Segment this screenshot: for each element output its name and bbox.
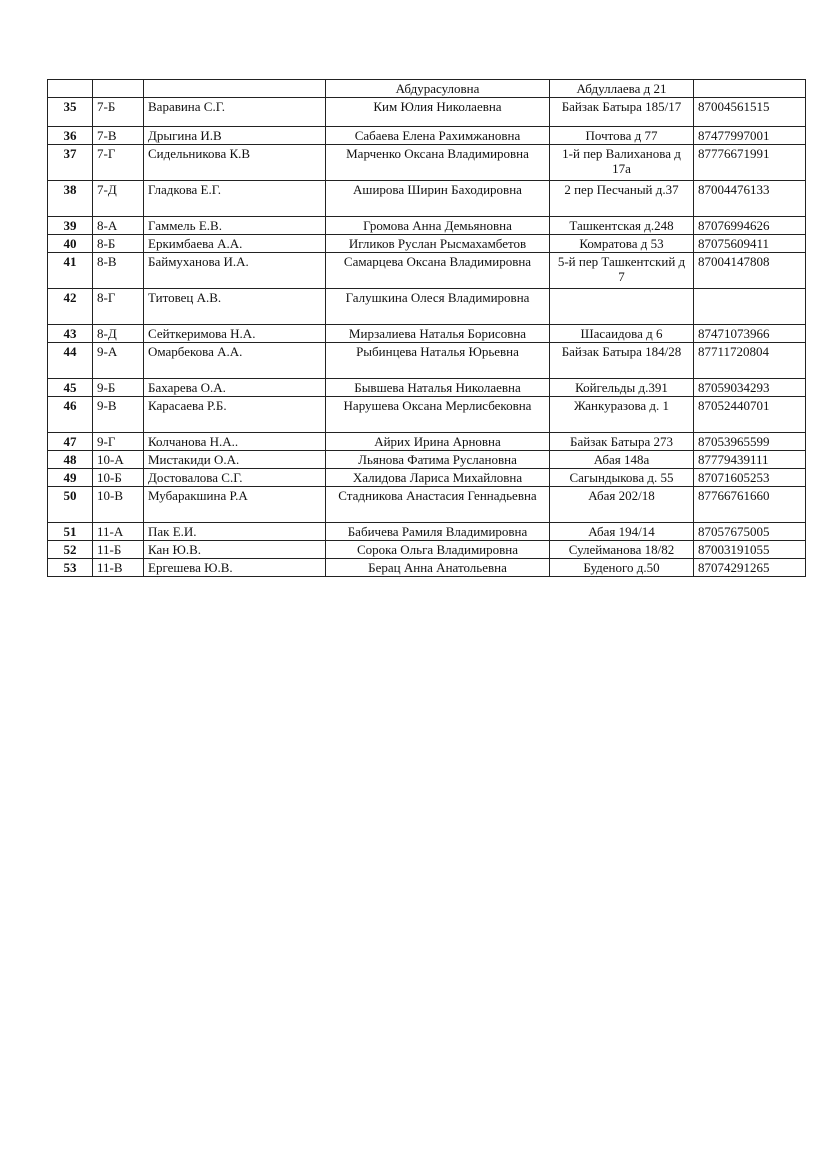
row-number-cell: 46 xyxy=(48,397,93,433)
phone-cell: 87059034293 xyxy=(694,379,806,397)
parent-cell: Стадникова Анастасия Геннадьевна xyxy=(326,487,550,523)
address-cell: Шасаидова д 6 xyxy=(550,325,694,343)
class-cell: 7-Г xyxy=(93,145,144,181)
table-row xyxy=(48,98,806,127)
parent-cell: Бабичева Рамиля Владимировна xyxy=(326,523,550,541)
address-cell: Абая 194/14 xyxy=(550,523,694,541)
table-row xyxy=(48,289,806,325)
address-cell: Ташкентская д.248 xyxy=(550,217,694,235)
class-cell: 9-Б xyxy=(93,379,144,397)
row-number-cell: 47 xyxy=(48,433,93,451)
class-cell: 11-А xyxy=(93,523,144,541)
address-cell: Абая 202/18 xyxy=(550,487,694,523)
teacher-cell: Гладкова Е.Г. xyxy=(144,181,326,217)
address-cell: Абая 148а xyxy=(550,451,694,469)
teacher-cell: Баймуханова И.А. xyxy=(144,253,326,289)
class-cell xyxy=(93,80,144,98)
class-cell: 8-В xyxy=(93,253,144,289)
teacher-cell: Мубаракшина Р.А xyxy=(144,487,326,523)
phone-cell: 87477997001 xyxy=(694,127,806,145)
table-row xyxy=(48,325,806,343)
phone-cell: 87003191055 xyxy=(694,541,806,559)
parent-cell: Галушкина Олеся Владимировна xyxy=(326,289,550,325)
parent-cell: Айрих Ирина Арновна xyxy=(326,433,550,451)
row-number-cell: 44 xyxy=(48,343,93,379)
table-row xyxy=(48,127,806,145)
parent-cell: Сабаева Елена Рахимжановна xyxy=(326,127,550,145)
class-cell: 11-Б xyxy=(93,541,144,559)
address-cell: Жанкуразова д. 1 xyxy=(550,397,694,433)
phone-cell: 87071605253 xyxy=(694,469,806,487)
phone-cell xyxy=(694,289,806,325)
address-cell: Байзак Батыра 184/28 xyxy=(550,343,694,379)
class-cell: 7-Д xyxy=(93,181,144,217)
row-number-cell: 40 xyxy=(48,235,93,253)
row-number-cell: 50 xyxy=(48,487,93,523)
parent-cell: Абдурасуловна xyxy=(326,80,550,98)
row-number-cell: 35 xyxy=(48,98,93,127)
class-cell: 10-А xyxy=(93,451,144,469)
class-cell: 7-Б xyxy=(93,98,144,127)
teacher-cell: Пак Е.И. xyxy=(144,523,326,541)
parent-cell: Мирзалиева Наталья Борисовна xyxy=(326,325,550,343)
teacher-cell: Ергешева Ю.В. xyxy=(144,559,326,577)
class-cell: 9-В xyxy=(93,397,144,433)
phone-cell: 87471073966 xyxy=(694,325,806,343)
address-cell: 1-й пер Валиханова д 17а xyxy=(550,145,694,181)
address-cell: Сулейманова 18/82 xyxy=(550,541,694,559)
class-cell: 8-Д xyxy=(93,325,144,343)
class-cell: 7-В xyxy=(93,127,144,145)
class-cell: 11-В xyxy=(93,559,144,577)
table-row xyxy=(48,253,806,289)
phone-cell: 87711720804 xyxy=(694,343,806,379)
address-cell xyxy=(550,289,694,325)
address-cell: Койгельды д.391 xyxy=(550,379,694,397)
row-number-cell: 39 xyxy=(48,217,93,235)
teacher-cell: Омарбекова А.А. xyxy=(144,343,326,379)
teacher-cell: Сидельникова К.В xyxy=(144,145,326,181)
row-number-cell: 53 xyxy=(48,559,93,577)
teacher-cell: Сейткеримова Н.А. xyxy=(144,325,326,343)
row-number-cell: 36 xyxy=(48,127,93,145)
class-cell: 8-Г xyxy=(93,289,144,325)
teacher-cell xyxy=(144,80,326,98)
table-row xyxy=(48,217,806,235)
phone-cell: 87053965599 xyxy=(694,433,806,451)
teacher-cell: Мистакиди О.А. xyxy=(144,451,326,469)
teacher-cell: Еркимбаева А.А. xyxy=(144,235,326,253)
parent-cell: Марченко Оксана Владимировна xyxy=(326,145,550,181)
table-row xyxy=(48,451,806,469)
parent-cell: Самарцева Оксана Владимировна xyxy=(326,253,550,289)
phone-cell: 87057675005 xyxy=(694,523,806,541)
parent-cell: Игликов Руслан Рысмахамбетов xyxy=(326,235,550,253)
table-row xyxy=(48,80,806,98)
phone-cell: 87074291265 xyxy=(694,559,806,577)
table-row xyxy=(48,235,806,253)
class-cell: 10-Б xyxy=(93,469,144,487)
teacher-cell: Гаммель Е.В. xyxy=(144,217,326,235)
teacher-cell: Бахарева О.А. xyxy=(144,379,326,397)
parent-cell: Халидова Лариса Михайловна xyxy=(326,469,550,487)
table-row xyxy=(48,523,806,541)
address-cell: 2 пер Песчаный д.37 xyxy=(550,181,694,217)
class-cell: 8-Б xyxy=(93,235,144,253)
address-cell: Комратова д 53 xyxy=(550,235,694,253)
table-row xyxy=(48,379,806,397)
table-row xyxy=(48,145,806,181)
address-cell: Байзак Батыра 273 xyxy=(550,433,694,451)
teacher-cell: Титовец А.В. xyxy=(144,289,326,325)
parent-cell: Льянова Фатима Руслановна xyxy=(326,451,550,469)
phone-cell: 87766761660 xyxy=(694,487,806,523)
address-cell: Абдуллаева д 21 xyxy=(550,80,694,98)
phone-cell: 87052440701 xyxy=(694,397,806,433)
class-cell: 9-А xyxy=(93,343,144,379)
teacher-cell: Достовалова С.Г. xyxy=(144,469,326,487)
address-cell: Байзак Батыра 185/17 xyxy=(550,98,694,127)
phone-cell: 87004147808 xyxy=(694,253,806,289)
parent-cell: Рыбинцева Наталья Юрьевна xyxy=(326,343,550,379)
teacher-cell: Карасаева Р.Б. xyxy=(144,397,326,433)
row-number-cell: 37 xyxy=(48,145,93,181)
table-row xyxy=(48,181,806,217)
teacher-cell: Кан Ю.В. xyxy=(144,541,326,559)
teacher-cell: Дрыгина И.В xyxy=(144,127,326,145)
phone-cell: 87779439111 xyxy=(694,451,806,469)
phone-cell: 87076994626 xyxy=(694,217,806,235)
phone-cell: 87776671991 xyxy=(694,145,806,181)
parent-cell: Громова Анна Демьяновна xyxy=(326,217,550,235)
row-number-cell: 45 xyxy=(48,379,93,397)
row-number-cell: 49 xyxy=(48,469,93,487)
parent-cell: Ким Юлия Николаевна xyxy=(326,98,550,127)
row-number-cell: 38 xyxy=(48,181,93,217)
row-number-cell xyxy=(48,80,93,98)
phone-cell: 87075609411 xyxy=(694,235,806,253)
class-cell: 9-Г xyxy=(93,433,144,451)
row-number-cell: 42 xyxy=(48,289,93,325)
table-row xyxy=(48,559,806,577)
parent-cell: Сорока Ольга Владимировна xyxy=(326,541,550,559)
table-body xyxy=(48,80,806,577)
parent-cell: Берац Анна Анатольевна xyxy=(326,559,550,577)
class-cell: 8-А xyxy=(93,217,144,235)
phone-cell: 87004561515 xyxy=(694,98,806,127)
teacher-cell: Варавина С.Г. xyxy=(144,98,326,127)
address-cell: Почтова д 77 xyxy=(550,127,694,145)
row-number-cell: 52 xyxy=(48,541,93,559)
teacher-cell: Колчанова Н.А.. xyxy=(144,433,326,451)
row-number-cell: 51 xyxy=(48,523,93,541)
address-cell: 5-й пер Ташкентский д 7 xyxy=(550,253,694,289)
phone-cell: 87004476133 xyxy=(694,181,806,217)
address-cell: Буденого д.50 xyxy=(550,559,694,577)
parent-cell: Бывшева Наталья Николаевна xyxy=(326,379,550,397)
table-row xyxy=(48,469,806,487)
class-contacts-table xyxy=(47,79,806,577)
row-number-cell: 43 xyxy=(48,325,93,343)
parent-cell: Аширова Ширин Баходировна xyxy=(326,181,550,217)
table-row xyxy=(48,343,806,379)
row-number-cell: 41 xyxy=(48,253,93,289)
parent-cell: Нарушева Оксана Мерлисбековна xyxy=(326,397,550,433)
table-row xyxy=(48,433,806,451)
class-cell: 10-В xyxy=(93,487,144,523)
address-cell: Сагындыкова д. 55 xyxy=(550,469,694,487)
table-row xyxy=(48,487,806,523)
row-number-cell: 48 xyxy=(48,451,93,469)
table-row xyxy=(48,397,806,433)
table-row xyxy=(48,541,806,559)
phone-cell xyxy=(694,80,806,98)
